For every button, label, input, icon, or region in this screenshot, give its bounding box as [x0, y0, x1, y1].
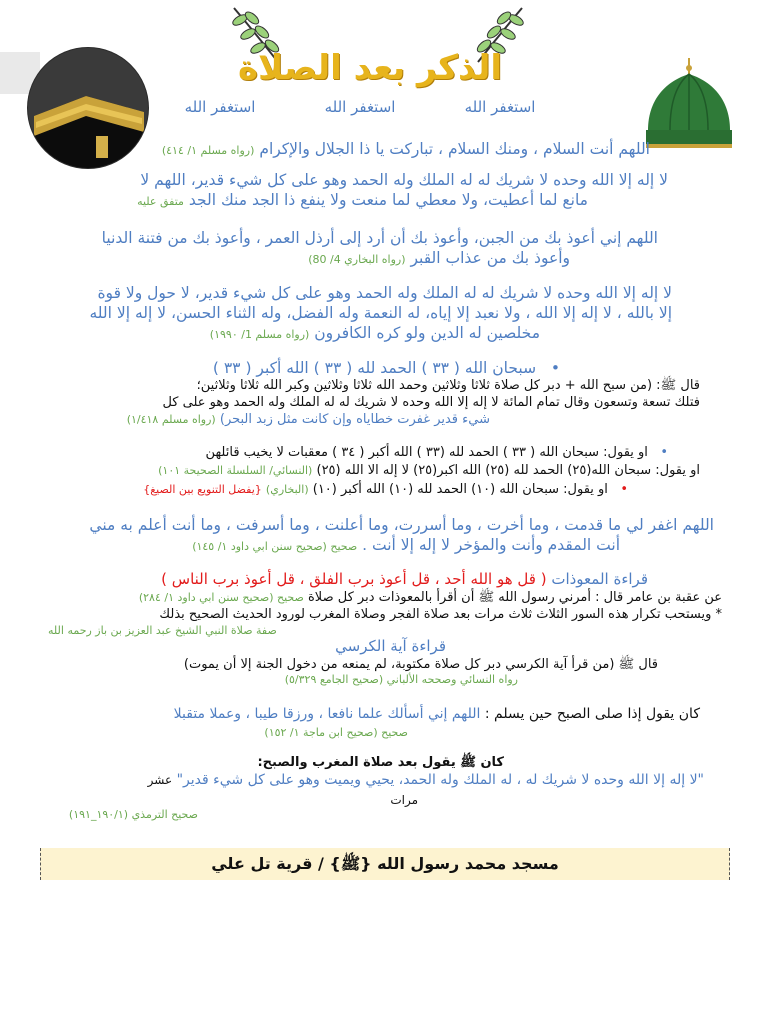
- dua-maghfira-line2: أنت المقدم وأنت والمؤخر لا إله إلا أنت .: [362, 536, 620, 554]
- fajr-dua-text: اللهم إني أسألك علما نافعا ، ورزقا طيبا ، وعملا متقبلا: [173, 706, 481, 722]
- muawwidhat-source: [48, 624, 678, 637]
- kursi-heading-text: قراءة آية الكرسي: [335, 637, 446, 655]
- dua-istiadha-line1: اللهم إني أعوذ بك من الجبن، وأعوذ بك أن أرد إلى أرذل العمر ، وأعوذ بك من فتنة الدنيا: [101, 229, 658, 247]
- tasbih-option-2-text: او يقول: سبحان الله(٢٥) الحمد لله (٢٥) الله اكبر(٢٥) لا إله الا الله (٢٥): [316, 463, 700, 478]
- tasbih-hadith-ref: (رواه مسلم ١/٤١٨): [126, 413, 216, 426]
- kursi-heading: [30, 637, 446, 655]
- dua-maghfira-line1: اللهم اغفر لي ما قدمت ، وما أخرت ، وما أسررت، وما أعلنت ، وما أسرفت ، وما أنت أعلم به مني: [89, 516, 714, 534]
- tasbih-bullet: •: [541, 359, 560, 377]
- tasbih-option-1-text: او يقول: سبحان الله ( ٣٣ ) الحمد لله (٣٣ ) الله أكبر ( ٣٤ ) معقبات لا يخيب قائلهن: [205, 445, 648, 460]
- dua-istiadha-ref: (رواه البخاري 4/ 80): [308, 253, 406, 266]
- dua-istiadha: [30, 228, 658, 270]
- kursi-hadith: [30, 656, 658, 673]
- tasbih-option-3-ref: (البخاري): [265, 483, 309, 496]
- dua-salam-ref: (رواه مسلم ١/ ٤١٤): [161, 144, 255, 157]
- dua-tahlil-2-line1: لا إله إلا الله وحده لا شريك له له الملك وله الحمد وهو على كل شيء قدير، لا حول ولا قوة: [97, 284, 672, 302]
- kursi-ref: [30, 673, 518, 686]
- dua-tahlil-1-line2: مانع لما أعطيت، ولا معطي لما منعت ولا ينفع ذا الجد منك الجد: [188, 191, 588, 209]
- tasbih-option-2: [30, 462, 700, 479]
- dua-tahlil-1-line1: لا إله إلا الله وحده لا شريك له له الملك وله الحمد وهو على كل شيء قدير، اللهم لا: [140, 171, 668, 189]
- tasbih-option-3: [30, 481, 628, 498]
- muawwidhat-heading: [30, 570, 648, 588]
- maghrib-dua-text: "لا إله إلا الله وحده لا شريك له ، له الملك وله الحمد، يحيي ويميت وهو على كل شيء قدير": [176, 772, 704, 788]
- fajr-ref: [30, 726, 408, 739]
- fajr-intro: كان يقول إذا صلى الصبح حين يسلم :: [484, 706, 700, 722]
- kursi-ref-text: رواه النسائي وصححه الألباني (صحيح الجامع ٥/٣٢٩): [284, 673, 518, 686]
- tasbih-hadith-line3: شيء قدير غفرت خطاياه وإن كانت مثل زبد البحر): [219, 412, 490, 427]
- istighfar-1: استغفر الله: [464, 98, 536, 116]
- green-dome-image: [646, 56, 732, 156]
- istighfar-3: استغفر الله: [184, 98, 256, 116]
- dua-istiadha-line2-wrap: [30, 248, 658, 270]
- maghrib-count2: [30, 793, 418, 807]
- footer-text: مسجد محمد رسول الله {ﷺ} / قرية تل علي: [211, 854, 559, 873]
- tasbih-option-2-ref: (النسائي/ السلسلة الصحيحة ١٠١): [158, 464, 313, 477]
- kursi-hadith-text: قال ﷺ (من قرأ آية الكرسي دبر كل صلاة مكتوبة، لم يمنعه من دخول الجنة إلا أن يموت): [183, 657, 658, 672]
- maghrib-ref: [30, 808, 198, 821]
- dua-tahlil-2: [30, 283, 672, 345]
- muawwidhat-ref: صحيح (صحيح سنن ابي داود ١/ ٢٨٤): [138, 591, 304, 604]
- dua-tahlil-2-ref: (رواه مسلم 1/ ١٩٩٠): [209, 328, 310, 341]
- tasbih-option-1-bullet: •: [652, 445, 668, 460]
- muawwidhat-heading-text: قراءة المعوذات: [551, 570, 648, 588]
- maghrib-intro: [30, 754, 504, 771]
- istighfar-2: استغفر الله: [324, 98, 396, 116]
- muawwidhat-source-text: صفة صلاة النبي الشيخ عبد العزيز بن باز رحمه الله: [48, 624, 277, 637]
- tasbih-hadith: [30, 377, 700, 428]
- maghrib-count2-text: مرات: [390, 793, 418, 807]
- tasbih-option-3-bullet: •: [612, 482, 628, 497]
- tasbih-hadith-line3-wrap: [30, 411, 700, 428]
- dua-istiadha-line2: وأعوذ بك من عذاب القبر: [410, 249, 570, 267]
- tasbih-hadith-line1: قال ﷺ: (من سبح الله + دبر كل صلاة ثلاثا وثلاثين وحمد الله ثلاثا وثلاثين وكبر الله ثلاثا وثلاثين؛: [196, 378, 700, 393]
- fajr-ref-text: صحيح (صحيح ابن ماجة ١/ ١٥٢): [264, 726, 408, 739]
- maghrib-intro-text: كان ﷺ يقول بعد صلاة المغرب والصبح:: [257, 755, 504, 770]
- muawwidhat-surahs: ( قل هو الله أحد ، قل أعوذ برب الفلق ، قل أعوذ برب الناس ): [161, 570, 547, 588]
- dua-tahlil-1: [30, 170, 668, 212]
- muawwidhat-note-text: * ويستحب تكرار هذه السور الثلاث ثلاث مرات بعد صلاة الفجر وصلاة المغرب لورود الحديث الصحيح بذلك: [159, 607, 722, 622]
- tasbih-option-3-note: {يفضل التنويع بين الصيغ}: [143, 483, 262, 496]
- dua-maghfira: [30, 515, 714, 557]
- footer-banner: [40, 848, 730, 880]
- maghrib-count: عشر: [147, 773, 173, 787]
- tasbih-option-3-text: او يقول: سبحان الله (١٠) الحمد لله (١٠) الله أكبر (١٠): [312, 482, 608, 497]
- dua-tahlil-2-line3-wrap: [30, 323, 672, 345]
- tasbih-option-1: [30, 444, 668, 461]
- dua-salam: [30, 139, 650, 161]
- dua-salam-text: اللهم أنت السلام ، ومنك السلام ، تباركت يا ذا الجلال والإكرام: [259, 140, 650, 158]
- fajr-dua: [30, 706, 700, 722]
- dua-tahlil-2-line2: إلا بالله ، لا إله إلا الله ، ولا نعبد إلا إياه، له النعمة وله الفضل، وله الثناء الحسن، لا إله إلا الله: [89, 304, 672, 322]
- dua-tahlil-1-line2-wrap: [30, 190, 668, 212]
- maghrib-dua: [30, 772, 704, 788]
- tasbih-line: سبحان الله ( ٣٣ ) الحمد لله ( ٣٣ ) الله أكبر ( ٣٣ ): [212, 359, 537, 377]
- istighfar-row: [150, 98, 570, 116]
- dua-tahlil-1-ref: متفق عليه: [137, 195, 184, 208]
- tasbih-main: [30, 358, 560, 378]
- muawwidhat-hadith: [30, 589, 722, 606]
- dua-maghfira-line2-wrap: [30, 535, 714, 557]
- muawwidhat-note: [30, 606, 722, 623]
- maghrib-ref-text: صحيح الترمذي (١٩٠/١_١٩١): [68, 808, 198, 821]
- tasbih-hadith-line2: فتلك تسعة وتسعون وقال تمام المائة لا إله إلا الله وحده لا شريك له له الملك وله الحمد وهو على كل: [162, 395, 700, 410]
- page-title: الذكر بعد الصلاة: [237, 48, 503, 88]
- dua-tahlil-2-line3: مخلصين له الدين ولو كره الكافرون: [314, 324, 540, 342]
- dua-maghfira-ref: صحيح (صحيح سنن ابي داود ١/ ١٤٥): [192, 540, 358, 553]
- muawwidhat-hadith-text: عن عقبة بن عامر قال : أمرني رسول الله ﷺ أن أقرأ بالمعوذات دبر كل صلاة: [308, 590, 722, 605]
